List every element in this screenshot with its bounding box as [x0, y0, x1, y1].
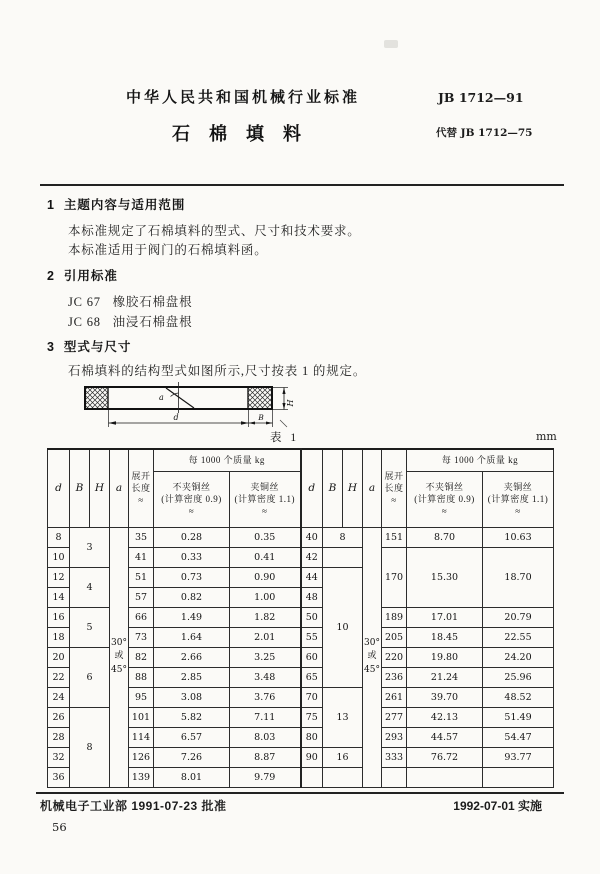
- data-cell: 30° 或 45°: [110, 527, 129, 787]
- header-cell: H: [343, 449, 363, 527]
- data-cell: 93.77: [483, 747, 554, 767]
- data-cell: 293: [382, 727, 407, 747]
- data-cell: 0.82: [154, 587, 230, 607]
- data-cell: 18.70: [483, 547, 554, 607]
- data-cell: 0.41: [230, 547, 301, 567]
- data-cell: 16: [48, 607, 70, 627]
- data-cell: 0.28: [154, 527, 230, 547]
- data-cell: 22.55: [483, 627, 554, 647]
- data-cell: 1.82: [230, 607, 301, 627]
- section-1-paragraph-2: 本标准适用于阀门的石棉填料函。: [68, 243, 268, 257]
- data-cell: 88: [129, 667, 154, 687]
- data-cell: 22: [48, 667, 70, 687]
- data-cell: 44: [301, 567, 323, 587]
- data-cell: 0.73: [154, 567, 230, 587]
- footer-rule: [36, 792, 564, 794]
- data-cell: 261: [382, 687, 407, 707]
- data-cell: 333: [382, 747, 407, 767]
- header-cell: d: [48, 449, 70, 527]
- approval-note: 机械电子工业部 1991-07-23 批准: [40, 799, 227, 813]
- angle-label: a: [159, 393, 164, 402]
- data-cell: 20: [48, 647, 70, 667]
- standard-header: 中华人民共和国机械行业标准: [125, 89, 360, 106]
- right-hatched-section: [248, 387, 272, 409]
- data-cell: 8: [323, 527, 363, 547]
- data-cell: 32: [48, 747, 70, 767]
- data-cell: 20.79: [483, 607, 554, 627]
- data-cell: 13: [323, 687, 363, 747]
- data-cell: 51: [129, 567, 154, 587]
- data-cell: 220: [382, 647, 407, 667]
- standard-number: JB 1712—91: [438, 90, 524, 105]
- data-cell: [382, 767, 407, 787]
- header-cell: B: [323, 449, 343, 527]
- data-cell: 2.85: [154, 667, 230, 687]
- data-cell: 2.66: [154, 647, 230, 667]
- data-cell: 0.35: [230, 527, 301, 547]
- page-number: 56: [52, 820, 67, 834]
- data-cell: 8: [48, 527, 70, 547]
- data-cell: 28: [48, 727, 70, 747]
- data-cell: 3: [70, 527, 110, 567]
- data-cell: [301, 767, 323, 787]
- data-cell: 35: [129, 527, 154, 547]
- reference-jc68: JC 68 油浸石棉盘根: [68, 315, 193, 329]
- data-cell: 24.20: [483, 647, 554, 667]
- header-cell: B: [70, 449, 90, 527]
- data-cell: 60: [301, 647, 323, 667]
- data-cell: 48.52: [483, 687, 554, 707]
- data-cell: 10: [323, 567, 363, 687]
- data-cell: 19.80: [407, 647, 483, 667]
- data-cell: 14: [48, 587, 70, 607]
- data-cell: 17.01: [407, 607, 483, 627]
- header-cell: 每 1000 个质量 kg: [407, 449, 554, 471]
- section-3-heading: 3 型式与尺寸: [47, 340, 132, 354]
- data-cell: 51.49: [483, 707, 554, 727]
- data-cell: 8: [70, 707, 110, 787]
- data-cell: 10: [48, 547, 70, 567]
- data-cell: 54.47: [483, 727, 554, 747]
- height-label: H: [286, 399, 295, 407]
- data-cell: 277: [382, 707, 407, 727]
- data-cell: 55: [301, 627, 323, 647]
- data-cell: 73: [129, 627, 154, 647]
- data-cell: 80: [301, 727, 323, 747]
- data-cell: 139: [129, 767, 154, 787]
- data-cell: 26: [48, 707, 70, 727]
- section-1-heading: 1 主题内容与适用范围: [47, 198, 186, 212]
- data-cell: 3.08: [154, 687, 230, 707]
- data-cell: 7.11: [230, 707, 301, 727]
- data-cell: 82: [129, 647, 154, 667]
- data-cell: 42.13: [407, 707, 483, 727]
- data-cell: 40: [301, 527, 323, 547]
- table-row: [48, 449, 554, 471]
- data-cell: 3.76: [230, 687, 301, 707]
- data-cell: 10.63: [483, 527, 554, 547]
- section-2-heading: 2 引用标准: [47, 269, 118, 283]
- scan-speck: [384, 40, 398, 48]
- spec-table-body: [48, 449, 554, 787]
- data-cell: 0.33: [154, 547, 230, 567]
- data-cell: 57: [129, 587, 154, 607]
- section-width-label: B: [258, 413, 264, 422]
- data-cell: 76.72: [407, 747, 483, 767]
- data-cell: [323, 547, 363, 567]
- data-cell: 9.79: [230, 767, 301, 787]
- data-cell: 189: [382, 607, 407, 627]
- data-cell: 12: [48, 567, 70, 587]
- header-cell: 夹铜丝 (计算密度 1.1) ≈: [483, 471, 554, 527]
- data-cell: 5.82: [154, 707, 230, 727]
- data-cell: 36: [48, 767, 70, 787]
- data-cell: 8.87: [230, 747, 301, 767]
- data-cell: 3.25: [230, 647, 301, 667]
- data-cell: 41: [129, 547, 154, 567]
- data-cell: [407, 767, 483, 787]
- data-cell: 5: [70, 607, 110, 647]
- header-cell: H: [90, 449, 110, 527]
- data-cell: 18: [48, 627, 70, 647]
- data-cell: 3.48: [230, 667, 301, 687]
- cut-line: [166, 388, 194, 408]
- data-cell: 6: [70, 647, 110, 707]
- data-cell: 48: [301, 587, 323, 607]
- data-cell: 39.70: [407, 687, 483, 707]
- data-cell: 42: [301, 547, 323, 567]
- data-cell: 126: [129, 747, 154, 767]
- data-cell: 101: [129, 707, 154, 727]
- data-cell: 8.01: [154, 767, 230, 787]
- effective-note: 1992-07-01 实施: [453, 799, 542, 813]
- header-rule: [40, 184, 564, 186]
- packing-ring-figure: [75, 380, 345, 442]
- data-cell: 95: [129, 687, 154, 707]
- data-cell: 21.24: [407, 667, 483, 687]
- data-cell: 18.45: [407, 627, 483, 647]
- header-cell: d: [301, 449, 323, 527]
- data-cell: 151: [382, 527, 407, 547]
- data-cell: 70: [301, 687, 323, 707]
- data-cell: 90: [301, 747, 323, 767]
- data-cell: [483, 767, 554, 787]
- data-cell: 24: [48, 687, 70, 707]
- left-hatched-section: [85, 387, 108, 409]
- section-3-paragraph-1: 石棉填料的结构型式如图所示,尺寸按表 1 的规定。: [68, 364, 367, 378]
- data-cell: 4: [70, 567, 110, 607]
- data-cell: 0.90: [230, 567, 301, 587]
- data-cell: 8.70: [407, 527, 483, 547]
- data-cell: 15.30: [407, 547, 483, 607]
- data-cell: 1.00: [230, 587, 301, 607]
- document-title: 石 棉 填 料: [171, 124, 308, 144]
- table-row: [48, 527, 554, 547]
- header-cell: a: [110, 449, 129, 527]
- replaces-note: 代替 JB 1712—75: [436, 127, 533, 139]
- data-cell: 25.96: [483, 667, 554, 687]
- header-cell: 不夹铜丝 (计算密度 0.9) ≈: [407, 471, 483, 527]
- data-cell: 50: [301, 607, 323, 627]
- unit-label: mm: [536, 430, 557, 443]
- reference-jc67: JC 67 橡胶石棉盘根: [68, 295, 193, 309]
- data-cell: 205: [382, 627, 407, 647]
- data-cell: 7.26: [154, 747, 230, 767]
- data-cell: 236: [382, 667, 407, 687]
- data-cell: [323, 767, 363, 787]
- data-cell: 75: [301, 707, 323, 727]
- spec-table: [47, 448, 554, 788]
- data-cell: 30° 或 45°: [363, 527, 382, 787]
- table-caption: 表 1: [270, 432, 300, 444]
- data-cell: 65: [301, 667, 323, 687]
- section-1-paragraph-1: 本标准规定了石棉填料的型式、尺寸和技术要求。: [68, 224, 361, 238]
- header-cell: 展开 长度 ≈: [129, 449, 154, 527]
- header-cell: 展开 长度 ≈: [382, 449, 407, 527]
- data-cell: 2.01: [230, 627, 301, 647]
- header-cell: a: [363, 449, 382, 527]
- data-cell: 114: [129, 727, 154, 747]
- data-cell: 1.64: [154, 627, 230, 647]
- inner-dia-label: d: [173, 413, 179, 422]
- data-cell: 8.03: [230, 727, 301, 747]
- header-cell: 每 1000 个质量 kg: [154, 449, 301, 471]
- data-cell: 170: [382, 547, 407, 607]
- data-cell: 66: [129, 607, 154, 627]
- data-cell: 44.57: [407, 727, 483, 747]
- data-cell: 16: [323, 747, 363, 767]
- data-cell: 1.49: [154, 607, 230, 627]
- header-cell: 夹铜丝 (计算密度 1.1) ≈: [230, 471, 301, 527]
- header-cell: 不夹铜丝 (计算密度 0.9) ≈: [154, 471, 230, 527]
- data-cell: 6.57: [154, 727, 230, 747]
